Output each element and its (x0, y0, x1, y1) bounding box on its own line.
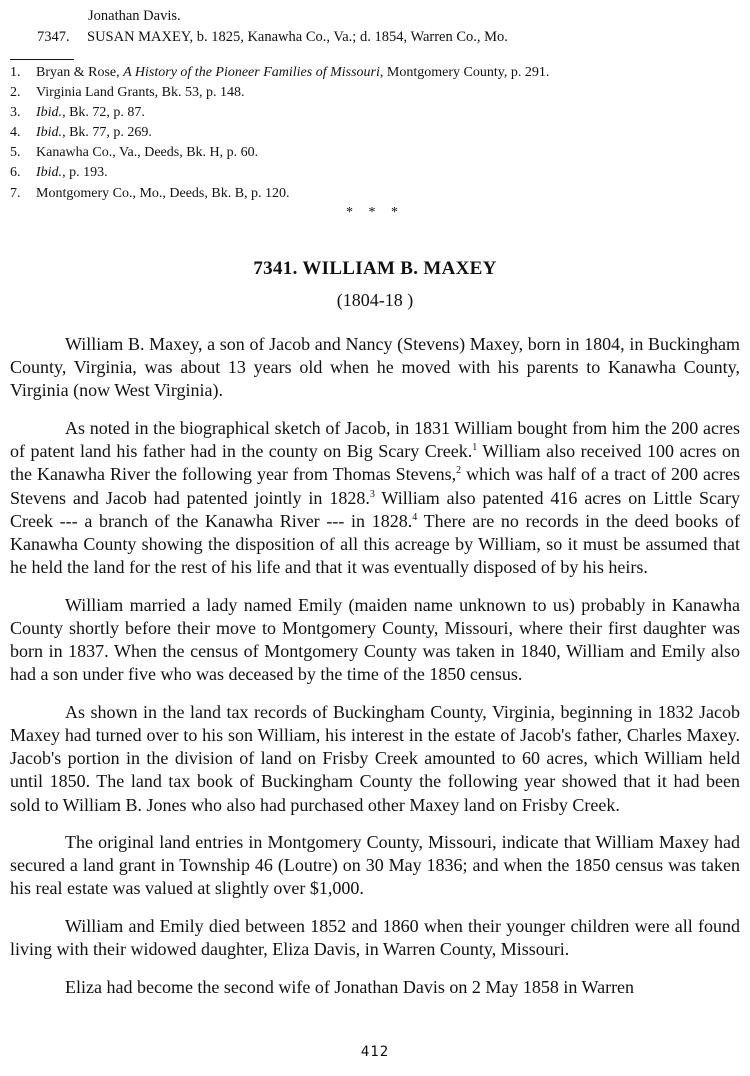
footnote-item (10, 83, 730, 103)
paragraph: William and Emily died between 1852 and 1860 when their younger children were all found living with their widowed daughter, Eliza Davis, in Warren County, Missouri. (10, 915, 740, 960)
footnote-number: 3. (10, 105, 21, 121)
child-entry-number: 7347. (37, 29, 70, 45)
footnote-item (10, 143, 730, 163)
footnote-item (10, 103, 730, 123)
footnote-number: 6. (10, 165, 21, 181)
paragraph: Eliza had become the second wife of Jonathan Davis on 2 May 1858 in Warren (65, 976, 635, 997)
child-entry-text: SUSAN MAXEY, b. 1825, Kanawha Co., Va.; d. 1854, Warren Co., Mo. (87, 29, 508, 45)
footnote-item (10, 163, 730, 183)
section-dates: (1804-18 ) (336, 290, 414, 310)
footnote-item (10, 123, 730, 143)
footnote-rule (10, 59, 74, 60)
paragraph: William B. Maxey, a son of Jacob and Nancy (Stevens) Maxey, born in 1804, in Buckingham County, Virginia, was about 13 years old when he moved with his parents to Kanawha County, Virginia (now West Virginia). (10, 334, 740, 401)
footnote-text: Bryan & Rose, A History of the Pioneer Families of Missouri, Montgomery County, p. 291. (36, 65, 550, 80)
paragraph: The original land entries in Montgomery County, Missouri, indicate that William Maxey had secured a land grant in Township 46 (Loutre) on 30 May 1836; and when the 1850 census was taken his real estate was valued at slightly over $1,000. (10, 832, 740, 899)
footnotes-list (10, 63, 730, 204)
footnote-ref: 1 (472, 442, 478, 454)
paragraph: William married a lady named Emily (maiden name unknown to us) probably in Kanawha County shortly before their move to Montgomery County, Missouri, where their first daughter was born in 1837. When the census of Montgomery County was taken in 1840, William and Emily also had a son under five who was deceased by the time of the 1850 census. (10, 594, 740, 685)
previous-entry-tail (10, 6, 730, 48)
footnote-ref: 3 (369, 488, 375, 500)
footnote-text: Ibid., p. 193. (36, 165, 108, 181)
footnote-text: Virginia Land Grants, Bk. 53, p. 148. (36, 85, 245, 101)
footnote-number: 1. (10, 65, 21, 80)
paragraph: As noted in the biographical sketch of Jacob, in 1831 William bought from him the 200 acres of patent land his father had in the county on Big Scary Creek.$^1$ William also received 100 acres on the Kanawha River the following year from Thomas Stevens,$^2$ which was half of a tract of 200 acres Stevens and Jacob had patented jointly in 1828.$^3$ William also patented 416 acres on Little Scary Creek --- a branch of the Kanawha River --- in 1828.$^4$ There are no records in the deed books of Kanawha County showing the disposition of all this acreage by William, so it must be assumed that he held the land for the rest of his life and that it was eventually disposed of by his heirs. (10, 417, 741, 578)
footnote-number: 5. (10, 145, 21, 161)
footnote-text: Montgomery Co., Mo., Deeds, Bk. B, p. 120. (36, 185, 290, 201)
footnote-text: Ibid., Bk. 72, p. 87. (36, 105, 145, 121)
footnote-ref: 2 (456, 465, 462, 477)
footnote-item (10, 63, 730, 83)
footnote-number: 4. (10, 125, 21, 141)
page-number: 412 (360, 1044, 390, 1060)
footnote-ref: 4 (412, 511, 418, 523)
footnote-number: 2. (10, 85, 21, 101)
spouse-name-line: Jonathan Davis. (88, 8, 181, 24)
section-separator: * * * (346, 205, 404, 220)
footnote-item (10, 184, 730, 204)
child-entry (10, 27, 730, 48)
paragraph: As shown in the land tax records of Buckingham County, Virginia, beginning in 1832 Jacob Maxey had turned over to his son William, his interest in the estate of Jacob's father, Charles Maxey. Jacob's portion in the division of land on Frisby Creek amounted to 60 acres, which William held until 1850. The land tax book of Buckingham County the following year showed that it had been sold to William B. Jones who also had purchased other Maxey land on Frisby Creek. (10, 701, 740, 815)
footnote-text: Kanawha Co., Va., Deeds, Bk. H, p. 60. (36, 145, 259, 161)
footnote-text: Ibid., Bk. 77, p. 269. (36, 125, 152, 141)
biography-body (10, 333, 740, 1013)
section-title: 7341. WILLIAM B. MAXEY (253, 258, 497, 279)
footnote-number: 7. (10, 185, 21, 201)
